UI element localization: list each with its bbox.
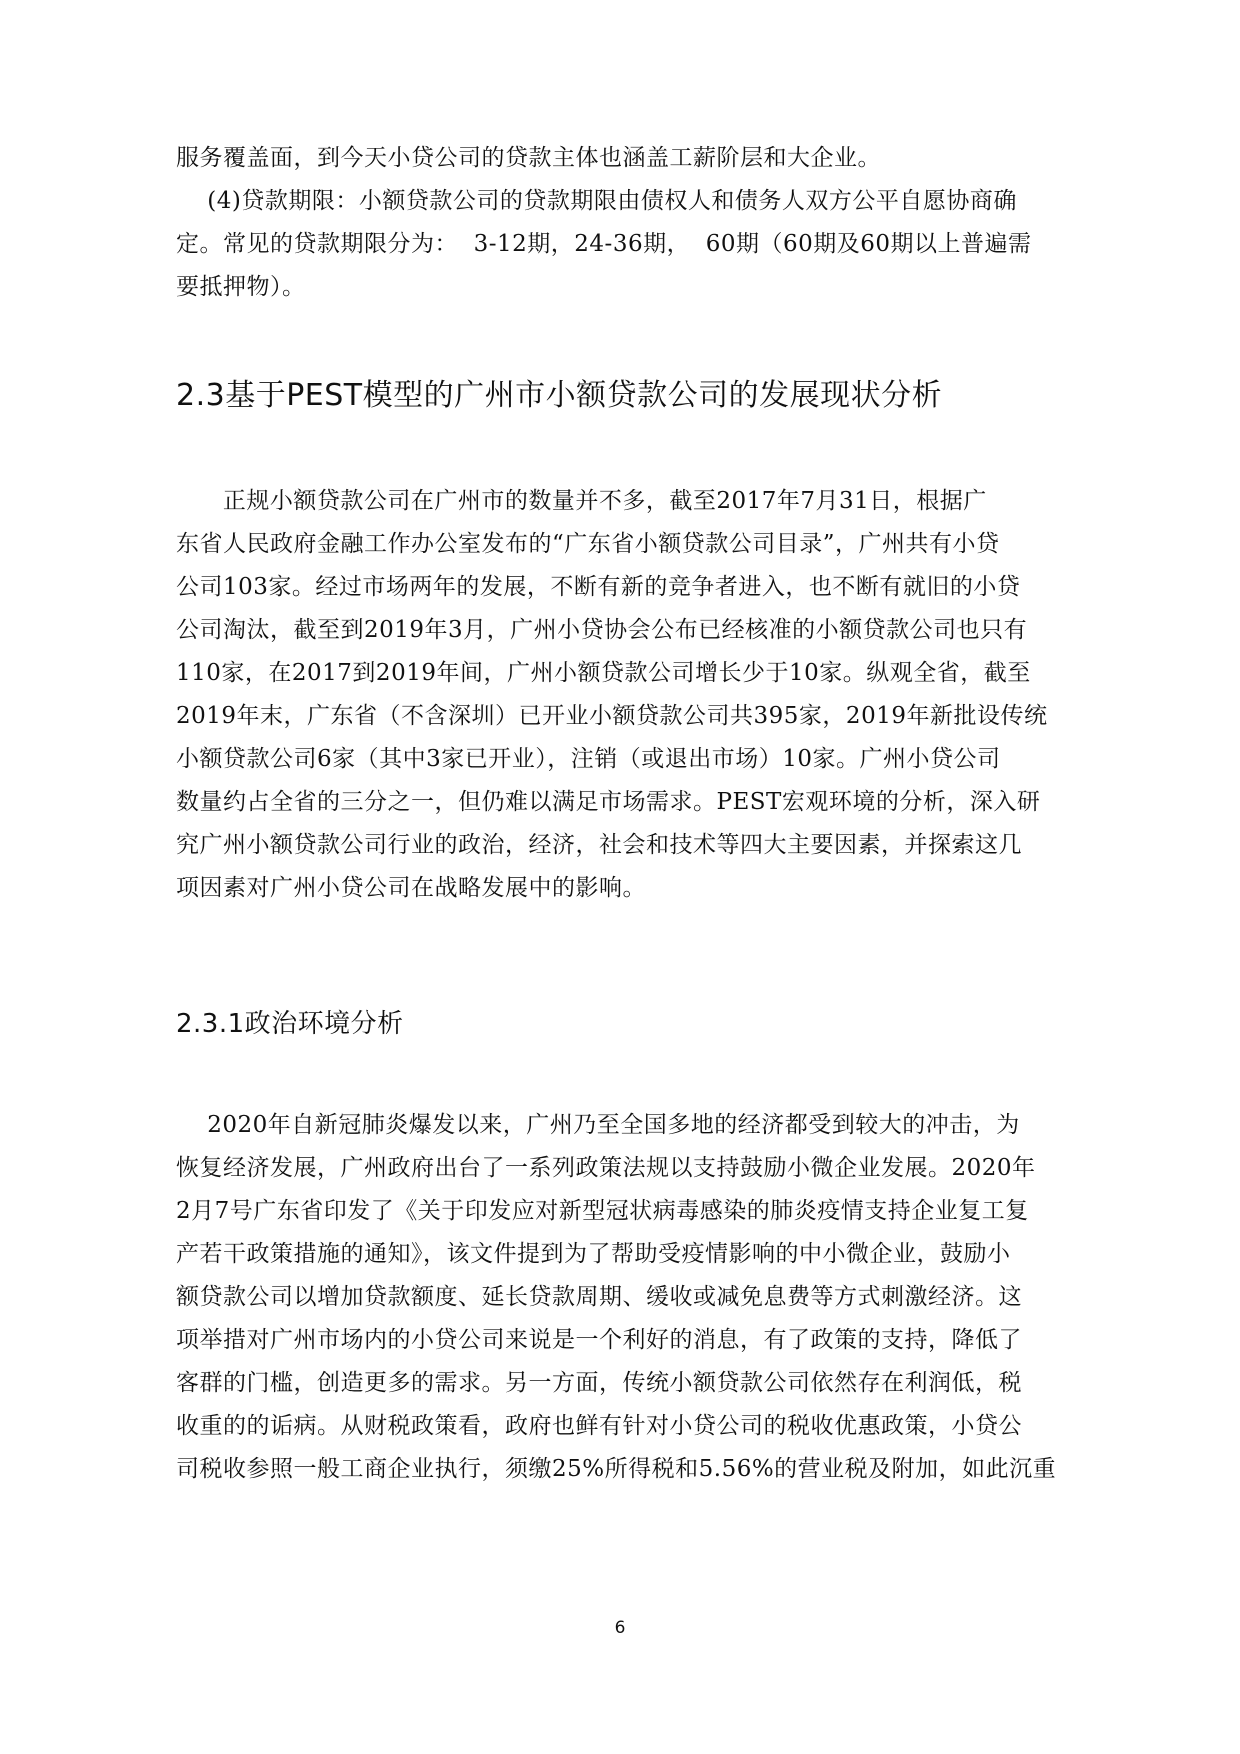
text-line: 正规小额贷款公司在广州市的数量并不多，截至2017年7月31日，根据广 [176, 488, 987, 514]
text-line: 究广州小额贷款公司行业的政治，经济，社会和技术等四大主要因素，并探索这几 [176, 832, 1022, 858]
text-line: 东省人民政府金融工作办公室发布的“广东省小额贷款公司目录”，广州共有小贷 [176, 531, 1000, 557]
section-heading-2-3: 2.3基于PEST模型的广州市小额贷款公司的发展现状分析 [176, 378, 943, 413]
text-line: 额贷款公司以增加贷款额度、延长贷款周期、缓收或减免息费等方式刺激经济。这 [176, 1284, 1022, 1310]
page-number: 6 [614, 1618, 626, 1638]
text-line: 小额贷款公司6家（其中3家已开业），注销（或退出市场）10家。广州小贷公司 [176, 746, 1001, 772]
intro-paragraphs [176, 137, 1080, 309]
text-line: 恢复经济发展，广州政府出台了一系列政策法规以支持鼓励小微企业发展。2020年 [176, 1155, 1036, 1181]
text-line: 项因素对广州小贷公司在战略发展中的影响。 [176, 875, 646, 901]
text-line: (4)贷款期限：小额贷款公司的贷款期限由债权人和债务人双方公平自愿协商确 [176, 188, 1017, 214]
text-line: 客群的门槛，创造更多的需求。另一方面，传统小额贷款公司依然存在利润低，税 [176, 1370, 1022, 1396]
section-2-3-1-paragraph [176, 1104, 1080, 1491]
text-line: 公司103家。经过市场两年的发展，不断有新的竞争者进入，也不断有就旧的小贷 [176, 574, 1021, 600]
text-line: 公司淘汰，截至到2019年3月，广州小贷协会公布已经核准的小额贷款公司也只有 [176, 617, 1028, 643]
text-line: 110家，在2017到2019年间，广州小额贷款公司增长少于10家。纵观全省，截至 [176, 660, 1031, 686]
text-line: 服务覆盖面，到今天小贷公司的贷款主体也涵盖工薪阶层和大企业。 [176, 145, 881, 171]
text-line: 2020年自新冠肺炎爆发以来，广州乃至全国多地的经济都受到较大的冲击，为 [176, 1112, 1020, 1138]
text-line: 项举措对广州市场内的小贷公司来说是一个利好的消息，有了政策的支持，降低了 [176, 1327, 1022, 1353]
section-2-3-paragraph [176, 480, 1080, 910]
text-line: 2月7号广东省印发了《关于印发应对新型冠状病毒感染的肺炎疫情支持企业复工复 [176, 1198, 1029, 1224]
text-line: 数量约占全省的三分之一，但仍难以满足市场需求。PEST宏观环境的分析，深入研 [176, 789, 1041, 815]
text-line: 产若干政策措施的通知》，该文件提到为了帮助受疫情影响的中小微企业，鼓励小 [176, 1241, 1011, 1267]
text-line: 要抵押物）。 [176, 274, 306, 300]
section-heading-2-3-1: 2.3.1政治环境分析 [176, 1009, 404, 1039]
text-line: 定。常见的贷款期限分为： 3-12期，24-36期， 60期（60期及60期以上普遍需 [176, 231, 1032, 257]
text-line: 司税收参照一般工商企业执行，须缴25%所得税和5.56%的营业税及附加，如此沉重 [176, 1456, 1057, 1482]
text-line: 收重的的诟病。从财税政策看，政府也鲜有针对小贷公司的税收优惠政策，小贷公 [176, 1413, 1022, 1439]
text-line: 2019年末，广东省（不含深圳）已开业小额贷款公司共395家，2019年新批设传统 [176, 703, 1048, 729]
